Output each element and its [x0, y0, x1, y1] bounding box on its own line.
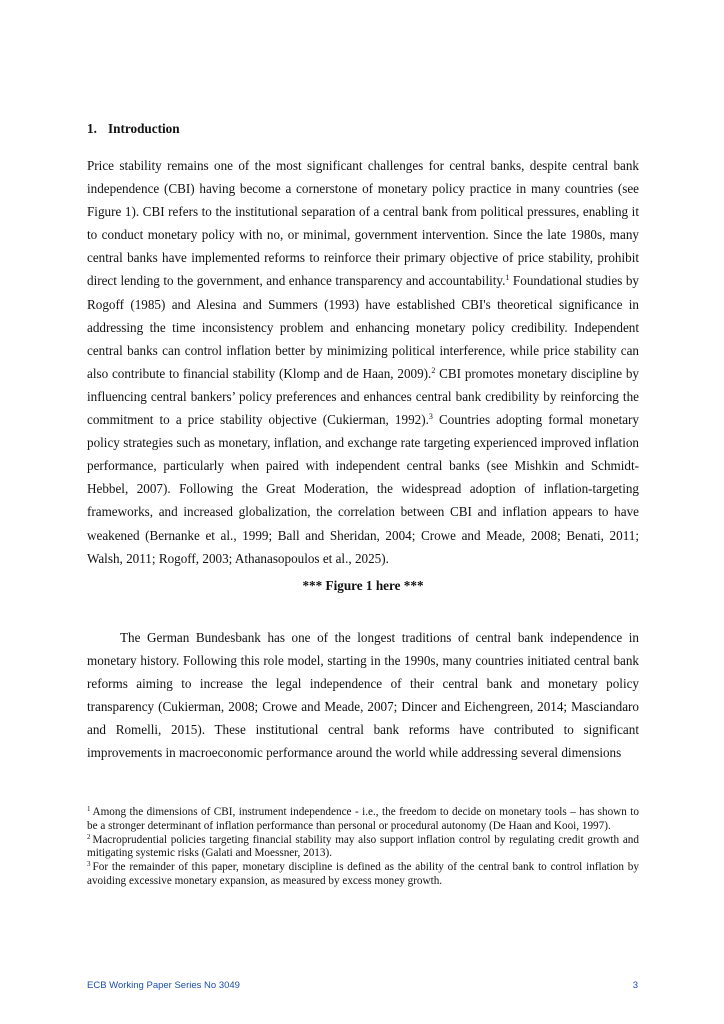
footnote-number: 2: [87, 832, 91, 841]
page-number: 3: [632, 980, 638, 991]
footer-series-label: ECB Working Paper Series No 3049: [87, 980, 240, 991]
paragraph-text: Price stability remains one of the most significant challenges for central banks, despite central bank independence (CBI) having become a cornerstone of monetary policy practice in many countries (see Figure 1). CBI refers to the institutional separation of a central bank from political pressures, enabling it to conduct monetary policy with no, or minimal, government intervention. Since the late 1980s, many central banks have implemented reforms to reinforce their primary objective of price stability, prohibit direct lending to the government, and enhance transparency and accountability.: [87, 158, 639, 289]
footnote-ref-3: 3: [428, 412, 433, 422]
body-paragraph-1: [87, 154, 639, 570]
footnotes: [87, 806, 639, 889]
footnote-ref-1: 1: [505, 273, 510, 283]
section-number: 1.: [87, 121, 97, 136]
footnote-number: 3: [87, 860, 91, 869]
paragraph-text: Foundational studies by Rogoff (1985) and Alesina and Summers (1993) have established CBI's theoretical significance in addressing the time inconsistency problem and enhancing monetary policy credibility. Independent central banks can control inflation better by minimizing political interference, while price stability can also contribute to financial stability (Klomp and de Haan, 2009).: [87, 273, 639, 381]
paragraph-text: CBI promotes monetary discipline by influencing central bankers’ policy preferences and enhances central bank credibility by reinforcing the commitment to a price stability objective (Cukierman, 1992).: [87, 365, 639, 428]
footnote-3: [87, 861, 639, 889]
figure-placeholder: *** Figure 1 here ***: [302, 578, 424, 593]
footnote-number: 1: [87, 805, 91, 813]
footnote-1: [87, 806, 639, 834]
section-title: Introduction: [108, 121, 180, 136]
body-paragraph-2: The German Bundesbank has one of the longest traditions of central bank independence in monetary history. Following this role model, starting in the 1990s, many countries initiated central bank reforms aiming to increase the legal independence of their central bank and monetary policy transparency (Cukierman, 2008; Crowe and Meade, 2007; Dincer and Eichengreen, 2014; Masciandaro and Romelli, 2015). These institutional central bank reforms have contributed to significant improvements in macroeconomic performance around the world while addressing several dimensions: [87, 630, 639, 761]
footnote-text: For the remainder of this paper, monetary discipline is defined as the ability of the central bank to control inflation by avoiding excessive monetary expansion, as measured by excess money growth.: [87, 861, 639, 887]
paragraph-text: Countries adopting formal monetary policy strategies such as monetary, inflation, and exchange rate targeting experienced improved inflation performance, particularly when paired with independent central banks (see Mishkin and Schmidt-Hebbel, 2007). Following the Great Moderation, the widespread adoption of inflation-targeting frameworks, and increased globalization, the correlation between CBI and inflation appears to have weakened (Bernanke et al., 1999; Ball and Sheridan, 2004; Crowe and Meade, 2008; Benati, 2011; Walsh, 2011; Rogoff, 2003; Athanasopoulos et al., 2025).: [87, 412, 639, 566]
footnote-2: [87, 834, 639, 862]
footnote-text: Among the dimensions of CBI, instrument independence - i.e., the freedom to decide on monetary tools – has shown to be a stronger determinant of inflation performance than personal or procedural autonomy (De Haan and Kooi, 1997).: [87, 806, 639, 832]
footnote-ref-2: 2: [431, 365, 436, 375]
footnote-text: Macroprudential policies targeting financial stability may also support inflation control by regulating credit growth and mitigating systemic risks (Galati and Moessner, 2013).: [87, 833, 639, 860]
section-heading: [87, 121, 180, 137]
